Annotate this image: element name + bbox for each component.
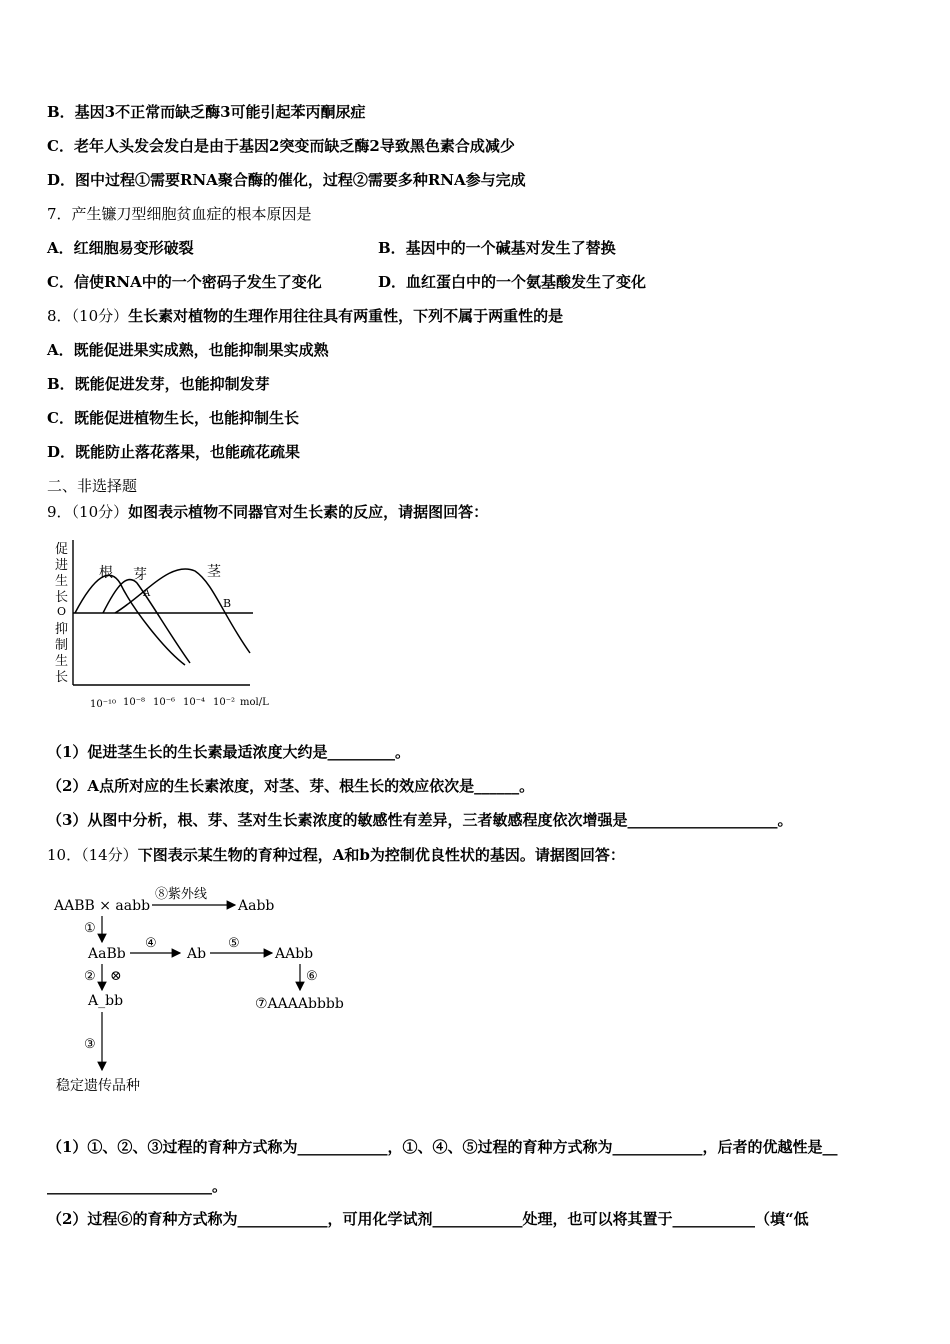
point-b-label: B [223,597,232,610]
tick-1e-4: 10⁻⁴ [183,697,206,708]
q8-stem: 生长素对植物的生理作用往往具有两重性，下列不属于两重性的是 [128,307,564,325]
tick-1e-10: 10⁻¹⁰ [90,699,117,710]
q10-points: （14分） [81,846,138,864]
ylabel-char-3: 生 [55,574,69,589]
ylabel-char-1: 促 [55,542,69,557]
q6-option-d: D．图中过程①需要RNA聚合酶的催化，过程②需要多种RNA参与完成 [47,171,526,189]
step2-label: ② [84,969,96,984]
q10-sub1-line1: （1）①、②、③过程的育种方式称为____________，①、④、⑤过程的育种方式称为____________，后者的优越性是__ [47,1138,838,1156]
ylabel-char-5: 抑 [55,622,69,637]
step8-uv: ⑧紫外线 [155,887,208,902]
q7-option-c: C．信使RNA中的一个密码子发生了变化 [47,273,322,291]
f1-aabb: AaBb [88,946,126,962]
q8-stem-line [47,306,563,326]
aabb-homozygous: AAbb [275,946,314,962]
q7-options-row2 [47,272,947,292]
tetraploid-label: ⑦AAAAbbbb [255,996,344,1012]
tick-1e-8: 10⁻⁸ [123,697,146,708]
point-a-label: A [143,588,151,599]
q7-option-b: B．基因中的一个碱基对发生了替换 [378,239,616,257]
section-heading: 二、非选择题 [47,477,138,495]
stable-variety: 稳定遗传品种 [56,1078,140,1094]
q9-sub2: （2）A点所对应的生长素浓度，对茎、芽、根生长的效应依次是______。 [47,777,535,795]
tick-1e-2: 10⁻² [213,697,236,708]
q9-points: （10分） [71,503,129,521]
ylabel-char-4: 长 [55,590,69,605]
q7-options-row1 [47,238,947,258]
breeding-process-figure [50,880,350,1100]
haploid-ab: Ab [187,946,207,962]
q8-points: （10分） [71,307,129,325]
root-curve [75,575,185,665]
bud-label: 芽 [133,567,147,583]
q9-sub3: （3）从图中分析，根、芽、茎对生长素浓度的敏感性有差异，三者敏感程度依次增强是____________________。 [47,811,793,829]
q10-number: 10． [47,846,82,864]
q7-stem: 7．产生镰刀型细胞贫血症的根本原因是 [47,205,312,223]
ylabel-char-2: 进 [55,558,69,573]
step4-label: ④ [145,936,157,951]
q8-option-b: B．既能促进发芽，也能抑制发芽 [47,375,270,393]
q10-sub2: （2）过程⑥的育种方式称为____________，可用化学试剂____________处理，也可以将其置于___________（填“低 [47,1210,809,1228]
a-bb-offspring: A_bb [88,993,124,1009]
auxin-response-figure [45,535,295,715]
step6-label: ⑥ [306,969,318,984]
aabb-result: Aabb [238,898,275,914]
q10-stem: 下图表示某生物的育种过程，A和b为控制优良性状的基因。请据图回答： [137,846,625,864]
q9-number: 9． [47,503,72,521]
q7-option-d: D．血红蛋白中的一个氨基酸发生了变化 [378,273,647,291]
parents-cross: AABB × aabb [54,898,151,914]
ylabel-char-6: 制 [55,638,69,653]
step1-label: ① [84,921,96,936]
q10-sub1-line2: ______________________。 [47,1177,228,1195]
q8-option-a: A．既能促进果实成熟，也能抑制果实成熟 [47,341,329,359]
stem-label: 茎 [207,564,221,580]
q8-option-c: C．既能促进植物生长，也能抑制生长 [47,409,299,427]
q9-sub1: （1）促进茎生长的生长素最适浓度大约是_________。 [47,743,410,761]
q8-number: 8． [47,307,72,325]
q9-stem-line [47,502,488,522]
step5-label: ⑤ [228,936,240,951]
selfing-symbol: ⊗ [110,968,122,984]
x-unit: mol/L [240,697,269,708]
q6-option-b: B．基因3不正常而缺乏酶3可能引起苯丙酮尿症 [47,103,366,121]
ylabel-char-7: 生 [55,654,69,669]
ylabel-char-8: 长 [55,670,69,685]
q7-option-a: A．红细胞易变形破裂 [47,239,194,257]
q10-stem-line [47,845,625,865]
root-label: 根 [99,565,113,581]
q6-option-c: C．老年人头发会发白是由于基因2突变而缺乏酶2导致黑色素合成减少 [47,137,515,155]
origin-label: O [57,605,67,618]
q8-option-d: D．既能防止落花落果，也能疏花疏果 [47,443,301,461]
tick-1e-6: 10⁻⁶ [153,697,176,708]
q9-stem: 如图表示植物不同器官对生长素的反应，请据图回答： [128,503,489,521]
step3-label: ③ [84,1037,96,1052]
